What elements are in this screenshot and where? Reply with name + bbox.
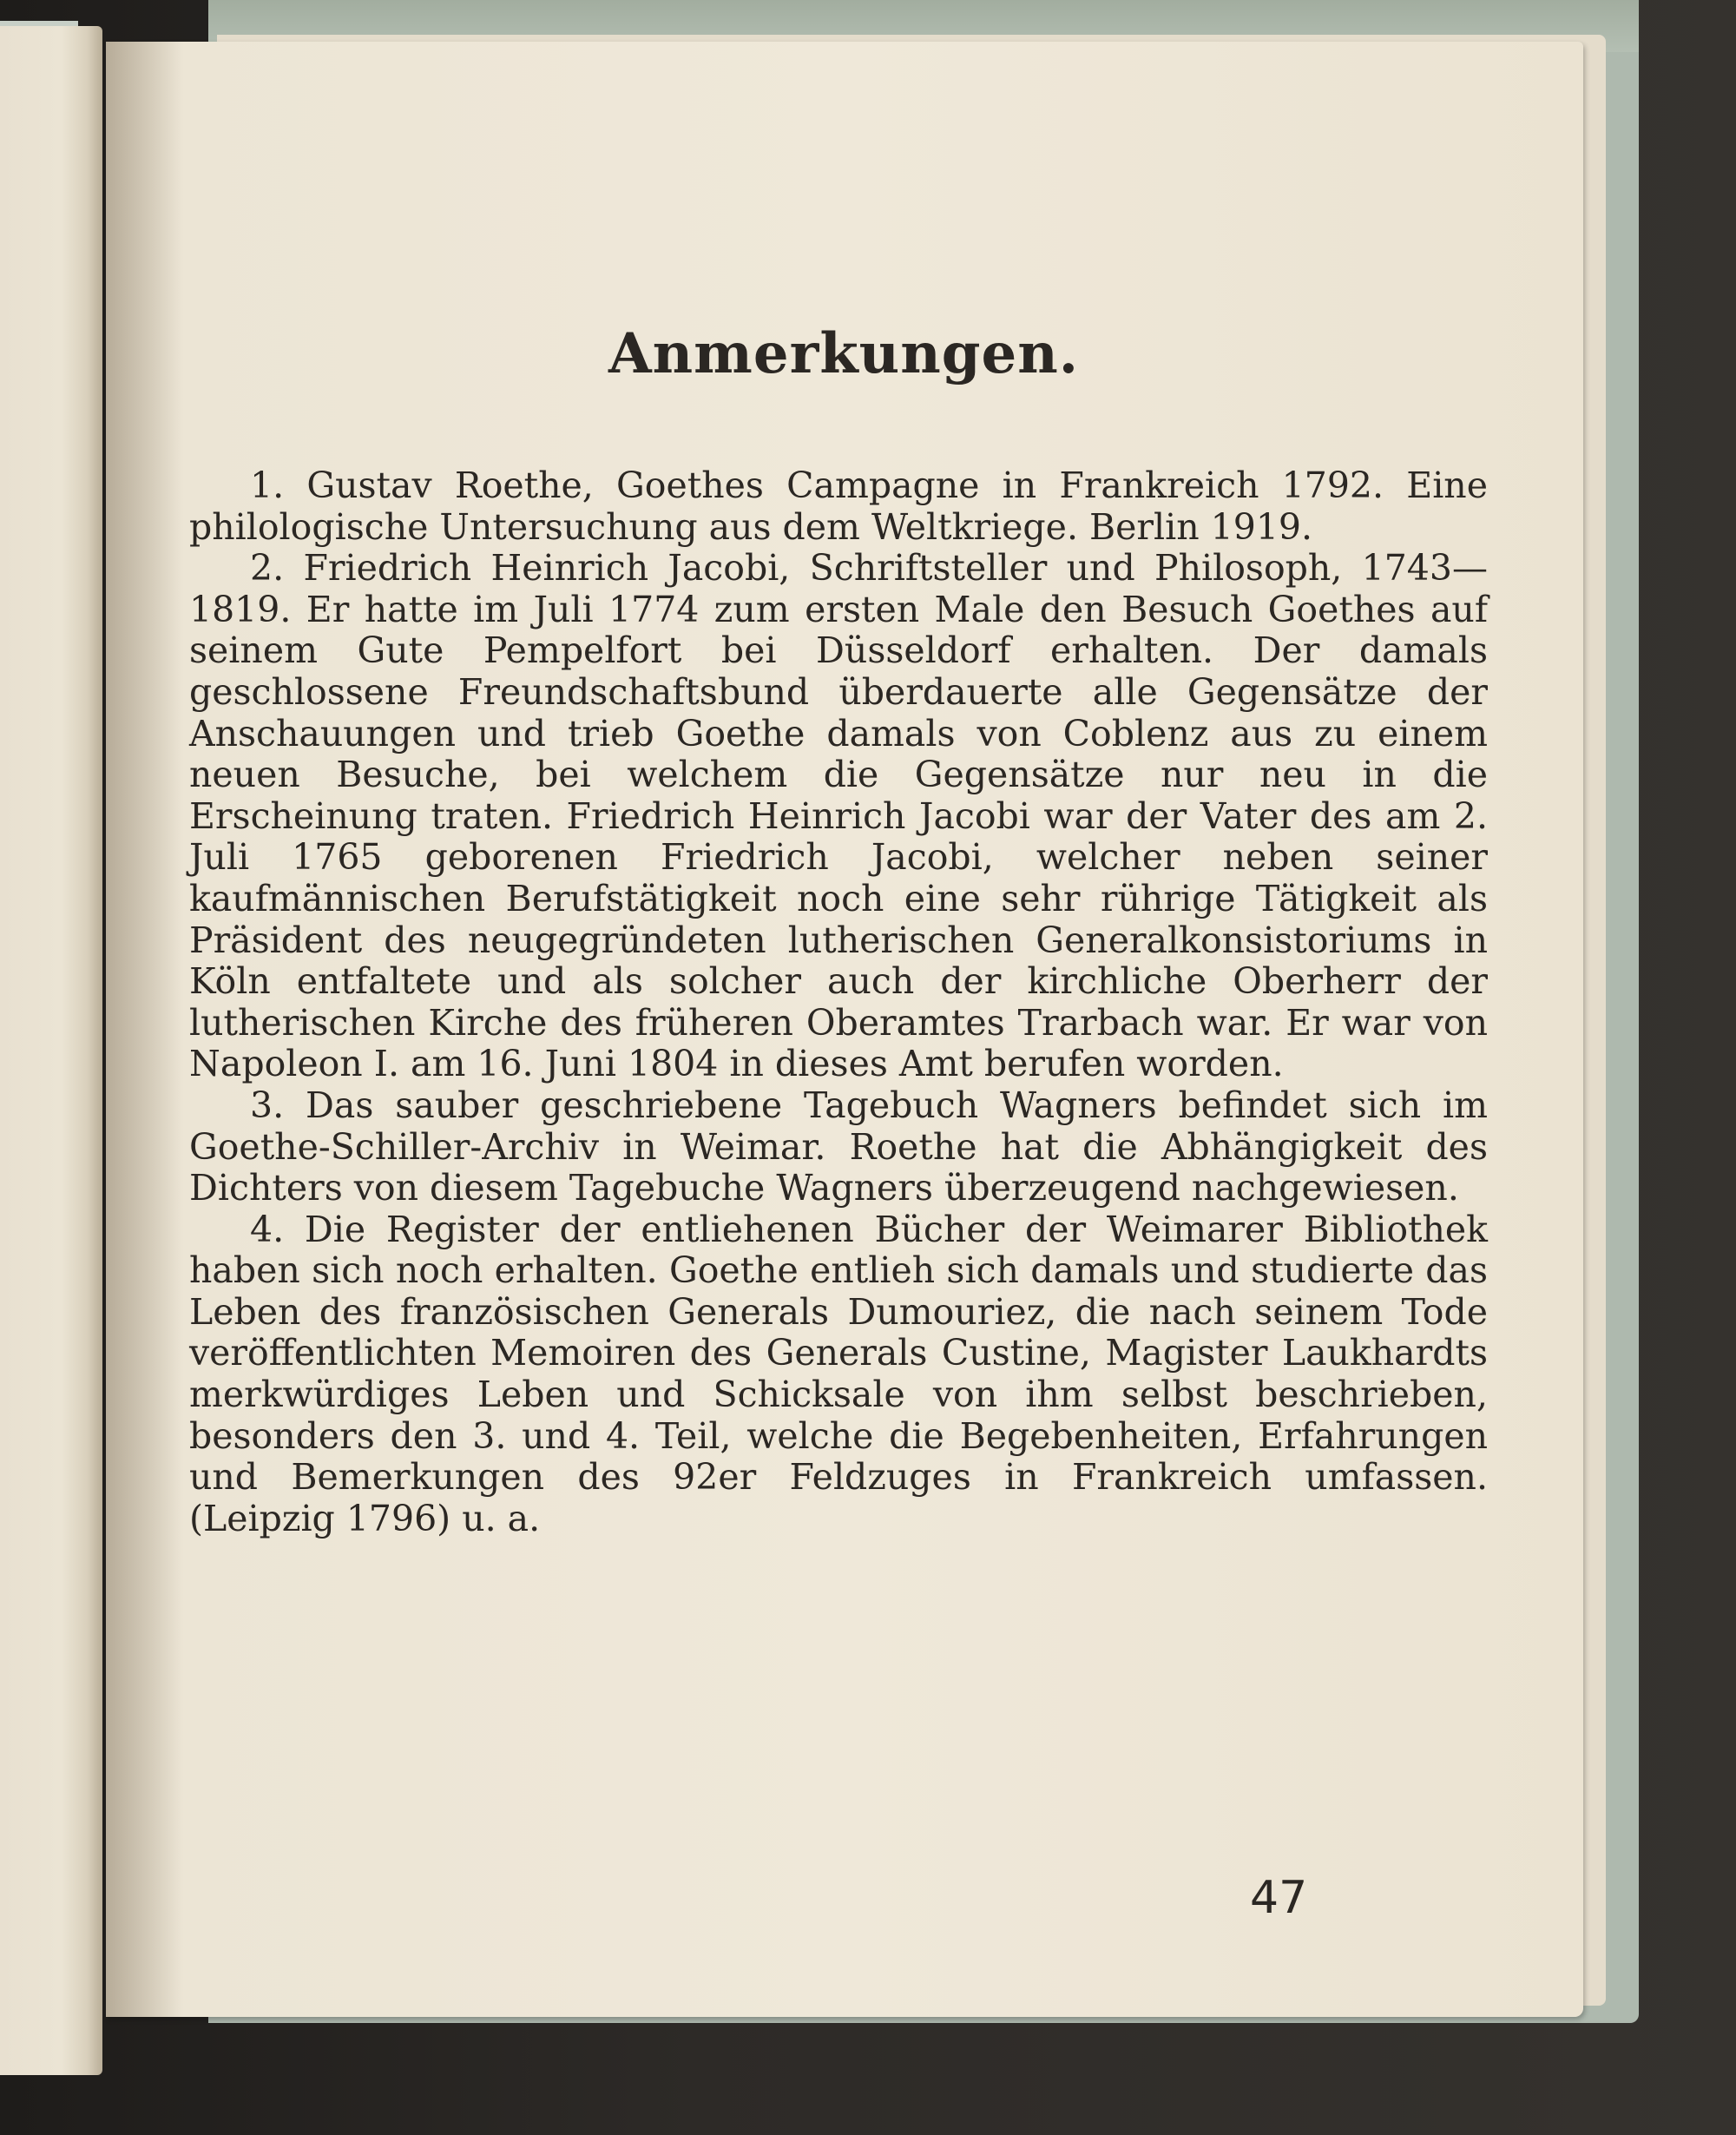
note-text: Gustav Roethe, Goethes Campagne in Frankreich 1792. Eine philologische Untersuchung aus dem Weltkriege. Berlin 1919. <box>189 465 1488 548</box>
note-text: Friedrich Heinrich Jacobi, Schriftsteller und Philosoph, 1743—1819. Er hatte im Juli 1774 zum ersten Male den Besuch Goethes auf seinem Gute Pempelfort bei Düsseldorf erhalten. Der damals geschlossene Freundschaftsbund überdauerte alle Gegensätze der Anschauungen und trieb Goethe damals von Coblenz aus zu einem neuen Besuche, bei welchem die Gegensätze nur neu in die Erscheinung traten. Friedrich Heinrich Jacobi war der Vater des am 2. Juli 1765 geborenen Friedrich Jacobi, welcher neben seiner kaufmännischen Berufstätigkeit noch eine sehr rührige Tätigkeit als Präsident des neugegründeten lutherischen Generalkonsistoriums in Köln entfaltete und als solcher auch der kirchliche Oberherr der lutherischen Kirche des früheren Oberamtes Trarbach war. Er war von Napoleon I. am 16. Juni 1804 in dieses Amt berufen worden. <box>189 547 1488 1085</box>
note-item <box>189 465 1488 548</box>
page-number: 47 <box>1250 1872 1308 1924</box>
note-number: 3. <box>250 1084 285 1126</box>
note-item <box>189 1085 1488 1209</box>
page-gutter-shadow <box>106 42 184 2017</box>
note-number: 1. <box>250 465 285 506</box>
page-heading: Anmerkungen. <box>608 321 1080 386</box>
note-number: 4. <box>250 1208 285 1250</box>
notes-list <box>189 465 1488 1539</box>
note-item <box>189 1209 1488 1540</box>
note-text: Das sauber geschriebene Tagebuch Wagners befindet sich im Goethe-Schiller-Archiv in Weimar. Roethe hat die Abhängigkeit des Dichters von diesem Tagebuche Wagners überzeugend nachgewiesen. <box>189 1084 1488 1209</box>
note-item <box>189 548 1488 1085</box>
left-page-fragment <box>0 26 102 2075</box>
note-text: Die Register der entliehenen Bücher der Weimarer Bibliothek haben sich noch erhalten. Goethe entlieh sich damals und studierte das Leben des französischen Generals Dumouriez, die nach seinem Tode veröffentlichten Memoiren des Generals Custine, Magister Laukhardts merkwürdiges Leben und Schicksale von ihm selbst beschrieben, besonders den 3. und 4. Teil, welche die Begebenheiten, Erfahrungen und Bemerkungen des 92er Feldzuges in Frankreich umfassen. (Leipzig 1796) u. a. <box>189 1208 1488 1539</box>
note-number: 2. <box>250 547 285 590</box>
